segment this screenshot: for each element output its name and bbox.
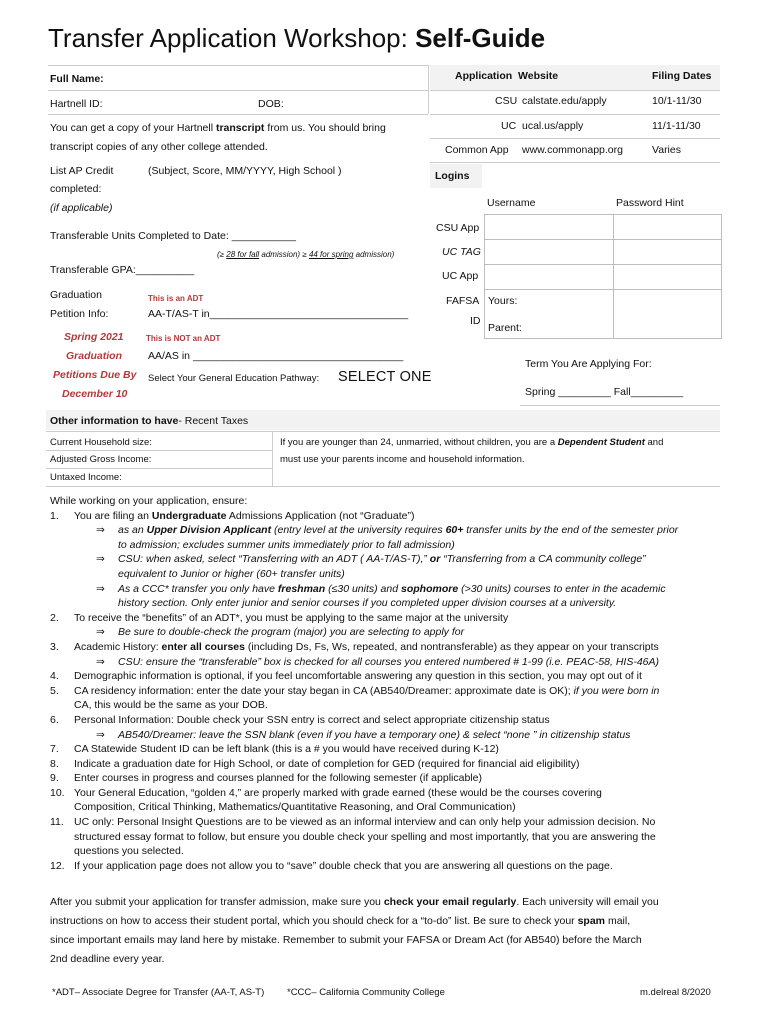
- not-adt-note: This is NOT an ADT: [146, 334, 221, 343]
- transcript-note-line2: transcript copies of any other college attended.: [50, 141, 268, 153]
- arrow-icon: ⇒: [96, 728, 105, 741]
- instruction-subitem: ⇒ As a CCC* transfer you only have freshman (≤30 units) and sophomore (>30 units) courses to enter in the academic history section. Only enter junior and senior courses if you completed upper division courses at a university.: [96, 582, 666, 610]
- dependent-student-note: If you are younger than 24, unmarried, without children, you are a Dependent Student and: [280, 437, 664, 448]
- graduation-red-label: Graduation: [66, 350, 123, 362]
- petition-info-label: Petition Info:: [50, 308, 109, 320]
- hartnell-id-label: Hartnell ID:: [50, 98, 103, 110]
- uc-app-password-hint-field[interactable]: [613, 264, 722, 290]
- password-hint-header: Password Hint: [616, 197, 684, 209]
- arrow-icon: ⇒: [96, 524, 105, 537]
- common-app-name: Common App: [445, 144, 509, 156]
- csu-website-link[interactable]: calstate.edu/apply: [522, 95, 607, 107]
- csu-app-name: CSU: [495, 95, 518, 107]
- instruction-item: 3. Academic History: enter all courses (including Ds, Fs, Ws, repeated, and nontransferable) as they appear on your transcripts: [50, 640, 659, 653]
- petitions-due-label: Petitions Due By: [53, 369, 137, 381]
- fafsa-id-label: ID: [470, 315, 481, 327]
- footer-adt-note: *ADT– Associate Degree for Transfer (AA-T, AS-T): [52, 987, 265, 998]
- adt-note: This is an ADT: [148, 294, 204, 303]
- instruction-subitem: ⇒ AB540/Dreamer: leave the SSN blank (even if you have a temporary one) & select “none ” in citizenship status: [96, 728, 631, 741]
- ap-applicable-label: (if applicable): [50, 202, 113, 214]
- instruction-item: 12. If your application page does not allow you to “save” double check that you are answering all questions on the page.: [50, 859, 613, 872]
- filing-dates-header: Filing Dates: [652, 70, 712, 82]
- graduation-label: Graduation: [50, 289, 102, 301]
- instruction-item: 2. To receive the “benefits” of an ADT*, you must be applying to the same major at the university: [50, 611, 509, 624]
- units-note: (≥ 28 for fall admission) ≥ 44 for spring admission): [217, 250, 395, 259]
- instruction-item: 11. UC only: Personal Insight Questions are to be viewed as an informal interview and can only help your admission decision. No structured essay format to follow, but ensure you double check your spelling and most importantly, that you are answering the questions you selected.: [50, 816, 656, 858]
- instruction-subitem: ⇒ CSU: ensure the “transferable” box is checked for all courses you entered numbered # 1-99 (i.e. PEAC-58, HIS-46A): [96, 655, 660, 668]
- uc-app-username-field[interactable]: [484, 264, 614, 290]
- uc-filing-dates: 11/1-11/30: [652, 120, 701, 132]
- arrow-icon: ⇒: [96, 582, 105, 595]
- instructions-list: [50, 494, 730, 873]
- page-title: Transfer Application Workshop: Self-Guide: [48, 23, 546, 53]
- household-size-label: Current Household size:: [50, 437, 152, 448]
- instruction-item: 5. CA residency information: enter the date your stay began in CA (AB540/Dreamer: approximate date is OK); if you were born in CA, this would be the same as your DOB.: [50, 684, 660, 712]
- logins-title: Logins: [435, 170, 470, 182]
- after-submit-paragraph: After you submit your application for transfer admission, make sure you check your email regularly. Each university will email you instructions on how to access their student portal, which you should check for a “to-do” list. Be sure to check your spam mail, since important emails may land here by mistake. Remember to submit your FAFSA or Dream Act (for AB540) before the March 2nd deadline every year.: [50, 896, 659, 965]
- instruction-subitem: ⇒ CSU: when asked, select “Transferring with an ADT ( AA-T/AS-T),” or “Transferring from a CA community college” equivalent to Junior or higher (60+ transfer units): [96, 553, 646, 580]
- untaxed-income-label: Untaxed Income:: [50, 472, 122, 483]
- ap-credit-label: List AP Credit: [50, 165, 114, 177]
- dependent-student-note-line2: must use your parents income and household information.: [280, 454, 525, 465]
- footer-author: m.delreal 8/2020: [640, 987, 711, 998]
- instruction-item: 7. CA Statewide Student ID can be left blank (this is a # you would have received during K-12): [50, 743, 499, 756]
- ge-pathway-select[interactable]: SELECT ONE: [338, 369, 432, 385]
- ge-pathway-label: Select Your General Education Pathway:: [148, 373, 320, 384]
- term-options[interactable]: Spring _________ Fall_________: [525, 386, 684, 398]
- uc-tag-login-label: UC TAG: [442, 246, 481, 258]
- ap-completed-label: completed:: [50, 183, 102, 195]
- spring-2021-label: Spring 2021: [64, 331, 124, 343]
- fafsa-parent-label: Parent:: [488, 322, 522, 334]
- fafsa-login-label: FAFSA: [446, 295, 480, 307]
- transcript-note: You can get a copy of your Hartnell transcript from us. You should bring: [50, 122, 386, 134]
- uc-tag-username-field[interactable]: [484, 239, 614, 265]
- uc-tag-password-hint-field[interactable]: [613, 239, 722, 265]
- application-header: Application Website: [455, 70, 559, 82]
- other-info-header: Other information to have- Recent Taxes: [50, 415, 249, 427]
- december-10-label: December 10: [62, 388, 128, 400]
- full-name-label: Full Name:: [50, 73, 104, 85]
- instruction-item: 9. Enter courses in progress and courses planned for the following semester (if applicable): [50, 772, 482, 785]
- csu-password-hint-field[interactable]: [613, 214, 722, 240]
- csu-filing-dates: 10/1-11/30: [652, 95, 702, 107]
- gross-income-label: Adjusted Gross Income:: [50, 454, 152, 465]
- fafsa-yours-label: Yours:: [488, 295, 518, 307]
- footer-ccc-note: *CCC– California Community College: [287, 987, 445, 998]
- term-label: Term You Are Applying For:: [525, 358, 652, 370]
- transferable-units-label: Transferable Units Completed to Date: ___________: [50, 230, 296, 242]
- aa-as-line: AA/AS in ____________________________________: [148, 350, 404, 362]
- transferable-gpa-label: Transferable GPA:__________: [50, 264, 195, 276]
- uc-website-link[interactable]: ucal.us/apply: [522, 120, 584, 132]
- aat-ast-line: AA-T/AS-T in__________________________________: [148, 308, 409, 320]
- uc-app-login-label: UC App: [442, 270, 479, 282]
- arrow-icon: ⇒: [96, 626, 105, 639]
- ap-credit-fields: (Subject, Score, MM/YYYY, High School ): [148, 165, 342, 177]
- arrow-icon: ⇒: [96, 553, 105, 566]
- instruction-item: 1. You are filing an Undergraduate Admissions Application (not “Graduate”): [50, 509, 415, 522]
- instruction-subitem: ⇒ as an Upper Division Applicant (entry level at the university requires 60+ transfer units by the end of the semester prior to admission; excludes summer units immediately prior to fall admission): [96, 524, 679, 551]
- csu-username-field[interactable]: [484, 214, 614, 240]
- common-app-website-link[interactable]: www.commonapp.org: [522, 144, 623, 156]
- instruction-item: 8. Indicate a graduation date for High School, or date of completion for GED (required for financial aid eligibility): [50, 757, 580, 770]
- csu-app-login-label: CSU App: [436, 222, 480, 234]
- fafsa-password-hint-field[interactable]: [613, 289, 722, 339]
- instruction-item: 10. Your General Education, “golden 4,” are properly marked with grade earned (these would be the courses covering Composition, Critical Thinking, Mathematics/Quantitative Reasoning, and Oral Communication): [50, 786, 602, 814]
- arrow-icon: ⇒: [96, 655, 105, 668]
- dob-label: DOB:: [258, 98, 284, 110]
- instruction-item: 4. Demographic information is optional, if you feel uncomfortable answering any question in this section, you may opt out of it: [50, 670, 642, 683]
- instruction-item: 6. Personal Information: Double check your SSN entry is correct and select appropriate citizenship status: [50, 713, 550, 726]
- instruction-subitem: ⇒ Be sure to double-check the program (major) you are selecting to apply for: [96, 626, 465, 639]
- uc-app-name: UC: [501, 120, 517, 132]
- username-header: Username: [487, 197, 536, 209]
- instructions-intro: While working on your application, ensure:: [50, 495, 248, 507]
- common-app-filing-dates: Varies: [652, 144, 681, 156]
